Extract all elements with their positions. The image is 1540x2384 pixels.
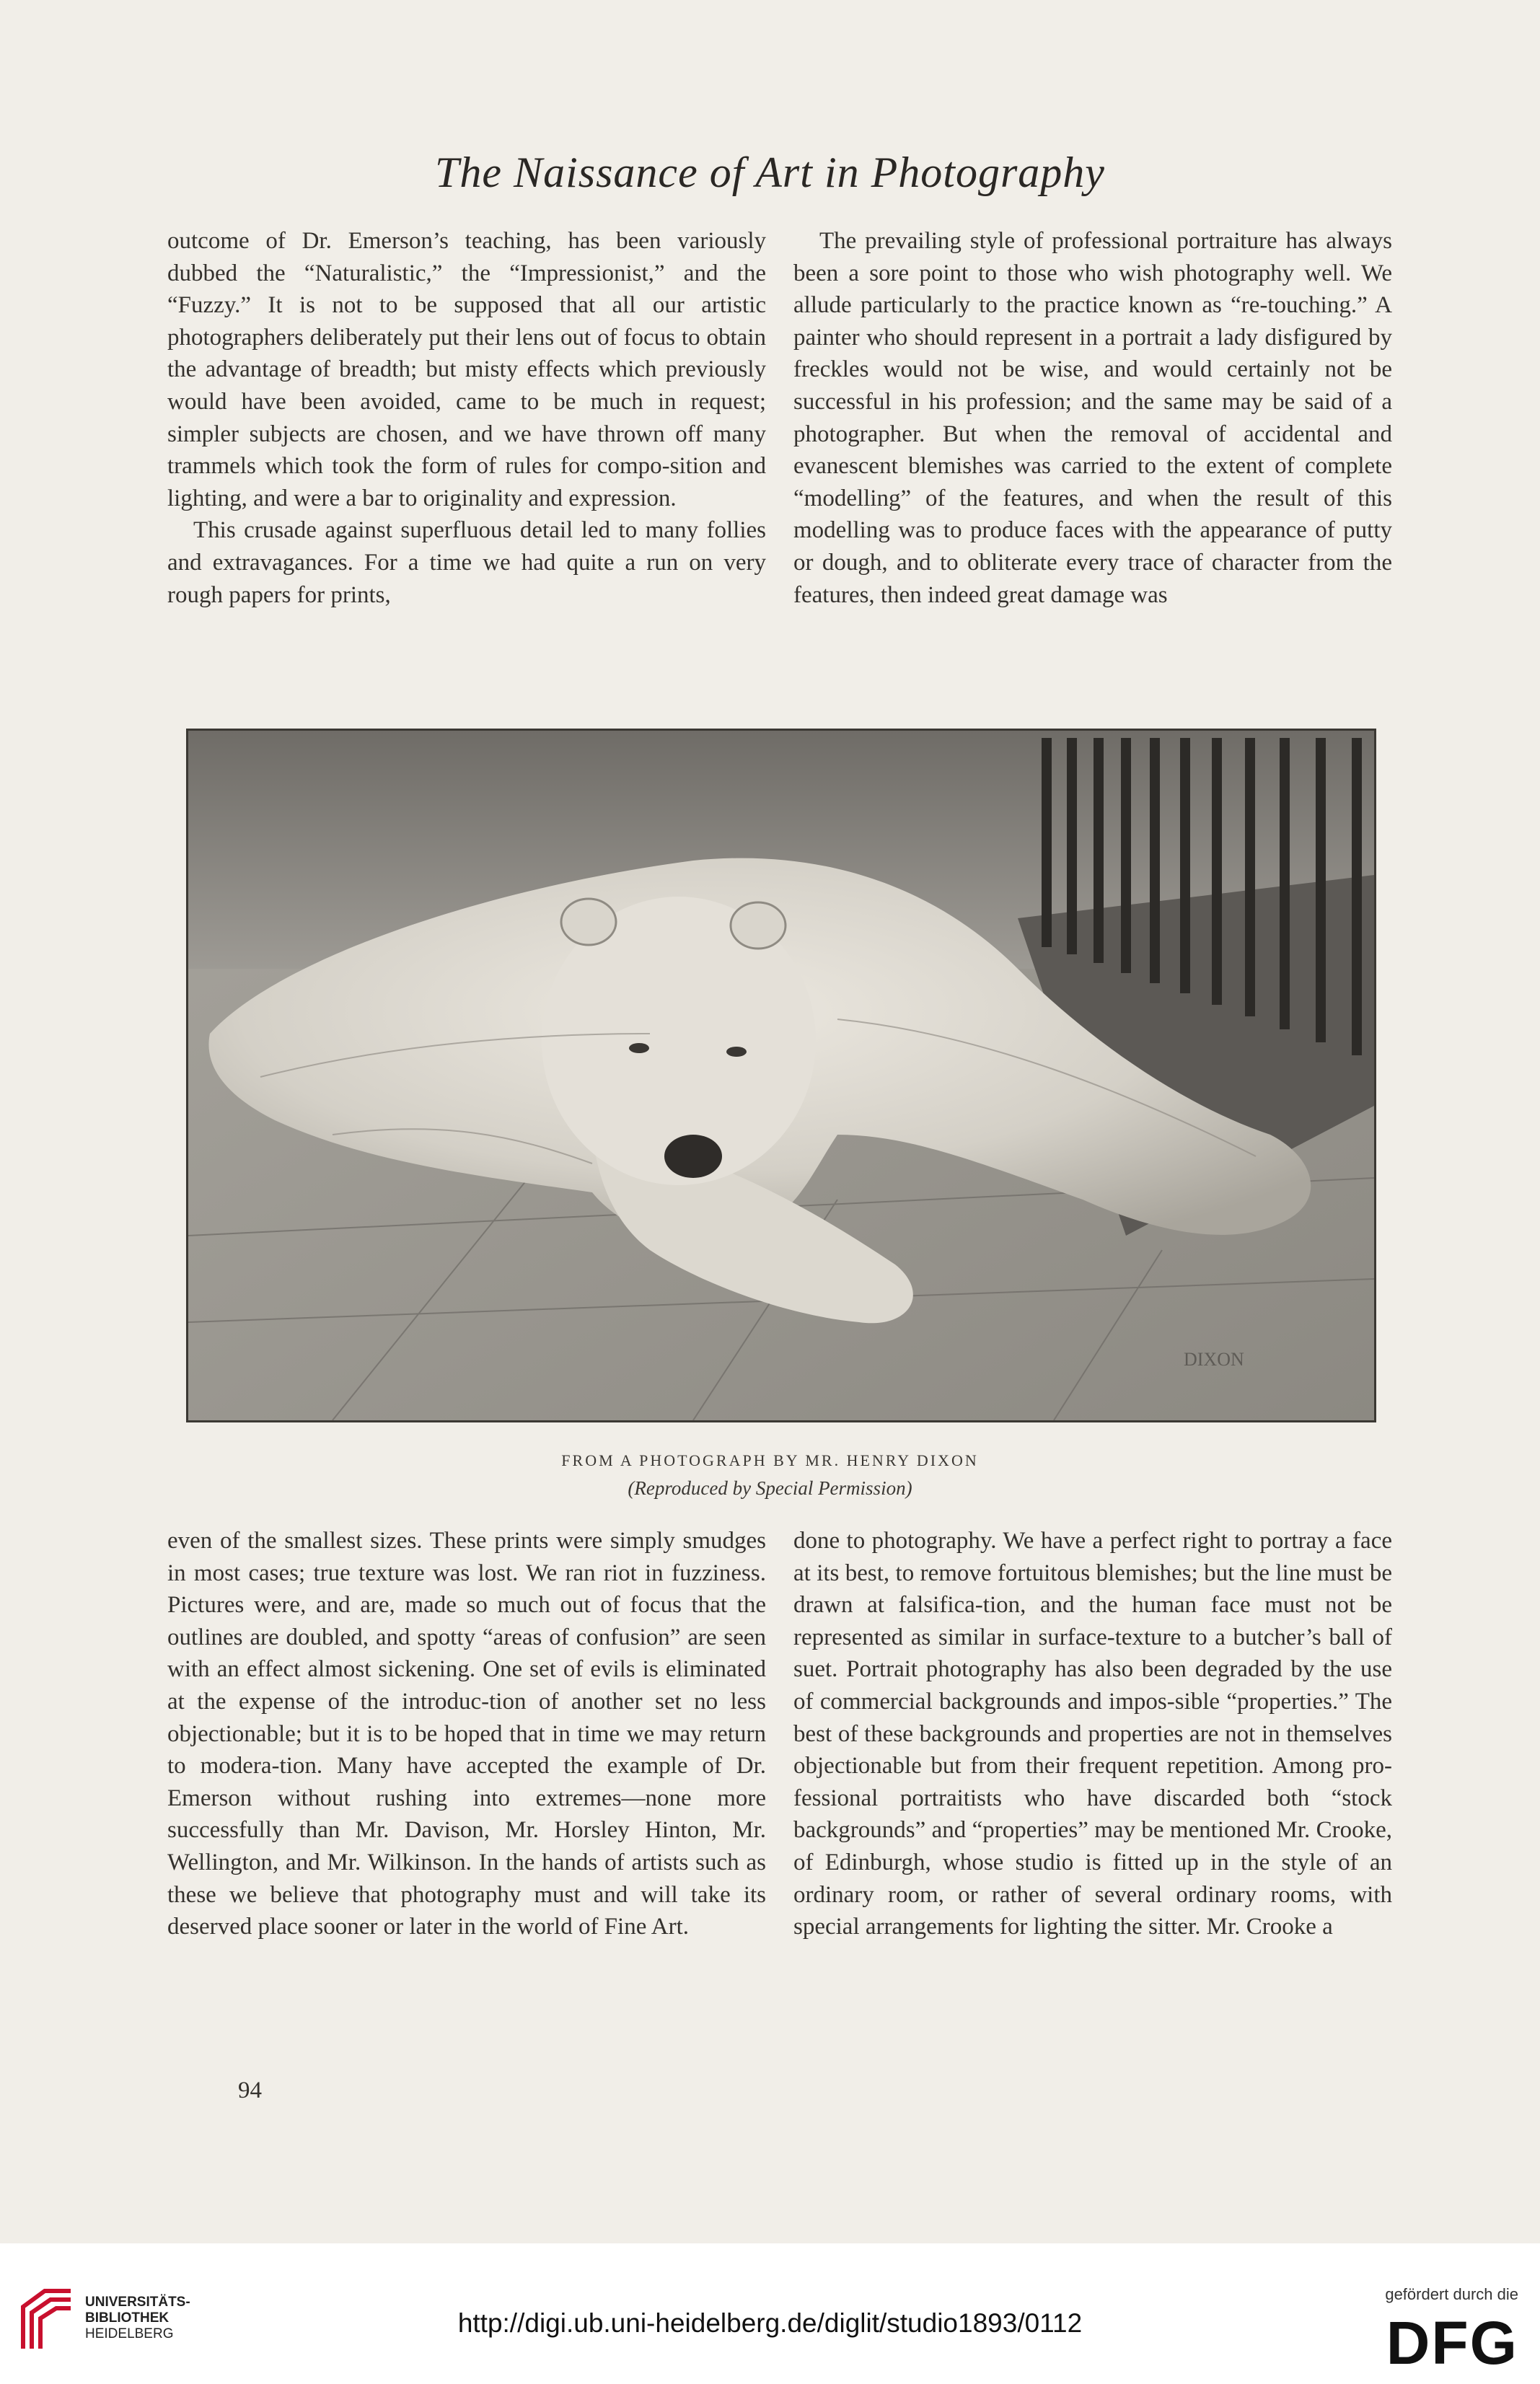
page-number: 94 xyxy=(238,2077,262,2103)
page-title: The Naissance of Art in Photography xyxy=(435,149,1105,196)
svg-text:DIXON: DIXON xyxy=(1184,1349,1244,1370)
funded-by-label: gefördert durch die xyxy=(1385,2285,1518,2303)
figure-credit: (Reproduced by Special Permission) xyxy=(628,1477,912,1499)
column-top-left xyxy=(167,225,766,611)
figure-caption: FROM A PHOTOGRAPH BY MR. HENRY DIXON xyxy=(561,1451,979,1469)
column-bottom-left xyxy=(167,1525,766,1943)
library-line-2: BIBLIOTHEK xyxy=(85,2310,170,2326)
column-bottom-right xyxy=(793,1525,1392,1943)
paragraph: even of the smallest sizes. These prints were simply smudges in most cases; true texture was lost. We ran riot in fuzziness. Pictures were, and are, made so much out of focus that the outlines are doubled, and spotty “areas of confusion” are seen with an effect almost sickening. One set of evils is eliminated at the expense of the introduc-tion of another set no less objectionable; but it is to be hoped that in time we may return to modera-tion. Many have accepted the example of Dr. Emerson without rushing into extremes—none more successfully than Mr. Davison, Mr. Horsley Hinton, Mr. Wellington, and Mr. Wilkinson. In the hands of artists such as these we believe that photography must and will take its deserved place sooner or later in the world of Fine Art. xyxy=(167,1528,766,1940)
paragraph: The prevailing style of professional portraiture has always been a sore point to those who wish photography well. We allude particularly to the practice known as “re-touching.” A painter who should represent in a portrait a lady disfigured by freckles would not be wise, and would certainly not be successful in his profession; and the same may be said of a photographer. But when the removal of accidental and evanescent blemishes was carried to the extent of complete “modelling” of the features, and when the result of this modelling was to produce faces with the appearance of putty or dough, and to obliterate every trace of character from the features, then indeed great damage was xyxy=(793,228,1392,608)
dfg-logo: DFG xyxy=(1386,2309,1518,2377)
paragraph: outcome of Dr. Emerson’s teaching, has been variously dubbed the “Naturalistic,” the “Impressionist,” and the “Fuzzy.” It is not to be supposed that all our artistic photographers deliberately put their lens out of focus to obtain the advantage of breadth; but misty effects which previously would have been avoided, came to be much in request; simpler subjects are chosen, and we have thrown off many trammels which took the form of rules for compo-sition and lighting, and were a bar to originality and expression. xyxy=(167,228,766,511)
library-line-1: UNIVERSITÄTS- xyxy=(85,2295,190,2310)
paragraph: done to photography. We have a perfect right to portray a face at its best, to remove fortuitous blemishes; but the line must be drawn at falsifica-tion, and the human face must not be represented as similar in surface-texture to a butcher’s ball of suet. Portrait photography has also been degraded by the use of commercial backgrounds and impos-sible “properties.” The best of these backgrounds and properties are not in themselves objectionable but from their frequent repetition. Among pro-fessional portraitists who have discarded both “stock backgrounds” and “properties” may be mentioned Mr. Crooke, of Edinburgh, whose studio is fitted up in the style of an ordinary room, or rather of several ordinary rooms, with special arrangements for lighting the sitter. Mr. Crooke a xyxy=(793,1528,1392,1940)
library-line-3: HEIDELBERG xyxy=(85,2326,174,2341)
polar-bear-photograph xyxy=(186,729,1376,1422)
column-top-right xyxy=(793,225,1392,611)
source-url-link[interactable]: http://digi.ub.uni-heidelberg.de/diglit/studio1893/0112 xyxy=(457,2308,1083,2338)
paragraph: This crusade against superfluous detail led to many follies and extravagances. For a time we had quite a run on very rough papers for prints, xyxy=(167,517,766,608)
